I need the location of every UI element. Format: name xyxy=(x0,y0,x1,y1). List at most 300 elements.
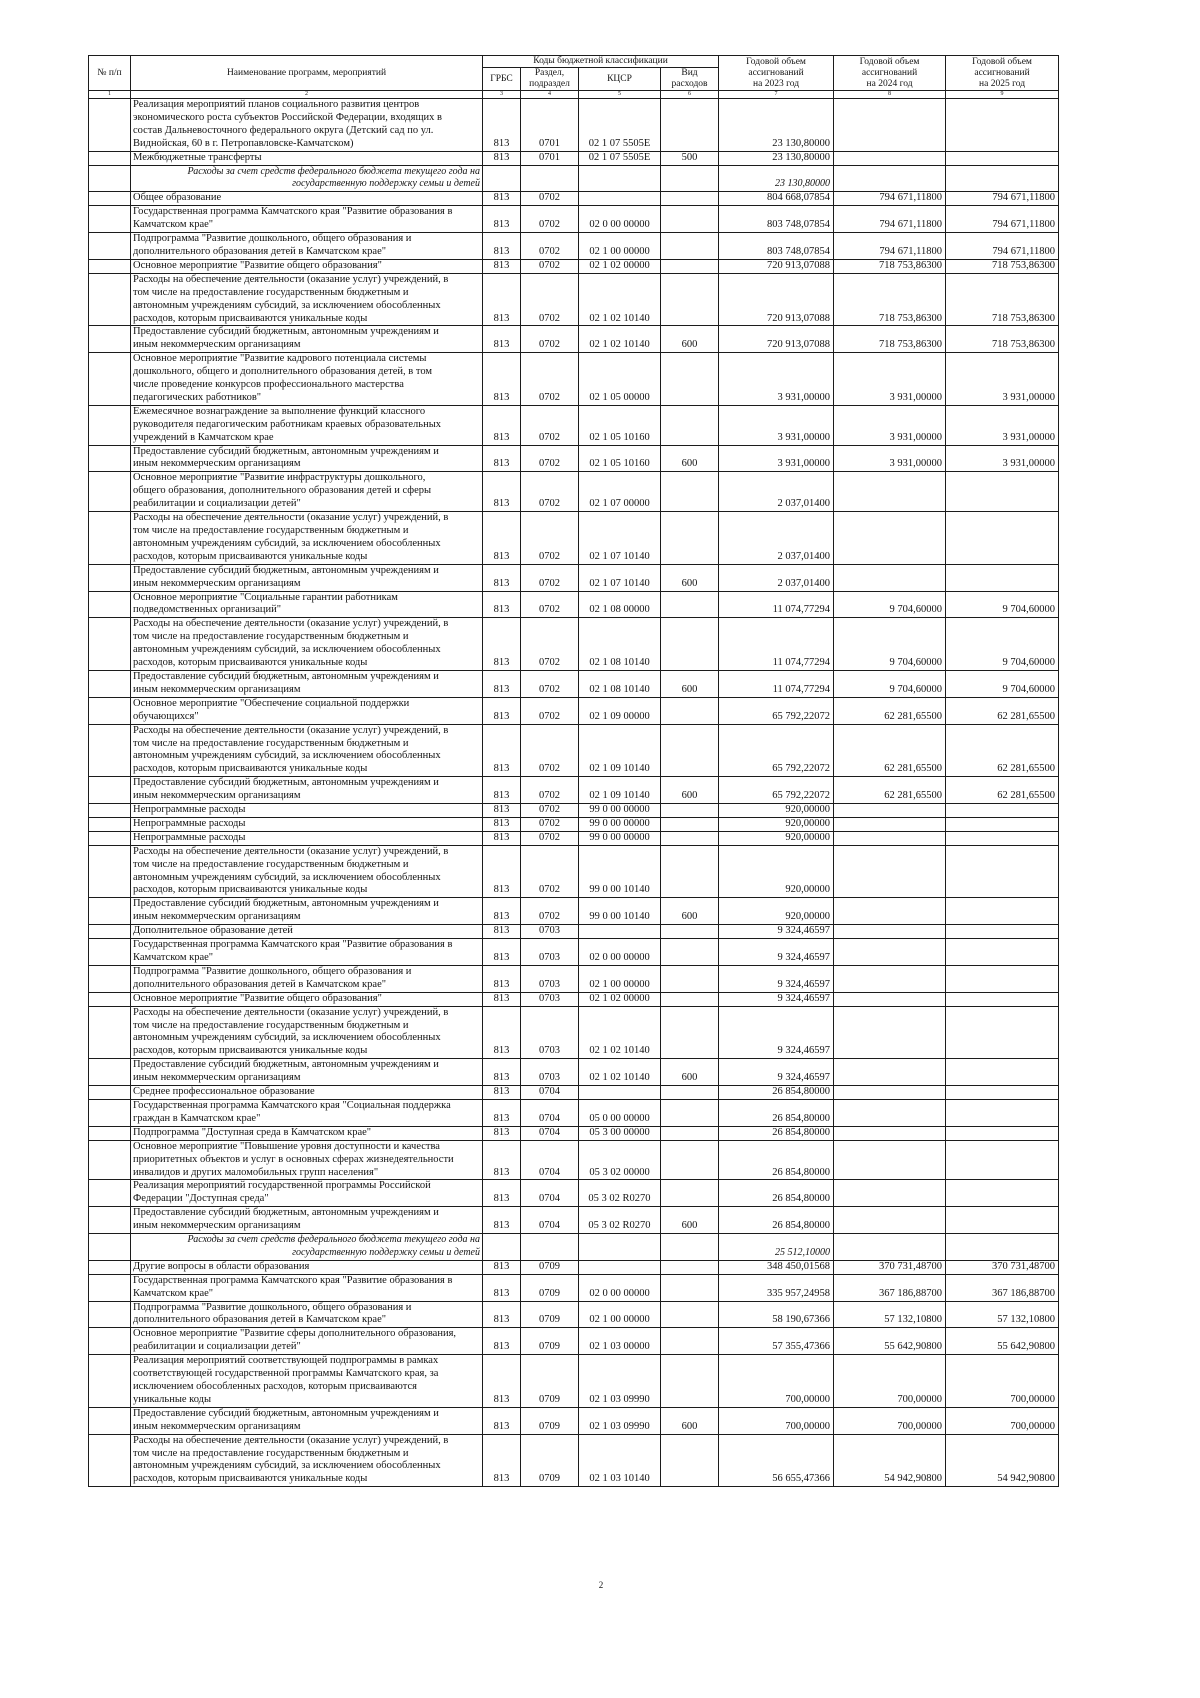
table-row xyxy=(89,259,1059,273)
cell-grbs: 813 xyxy=(483,1434,521,1487)
cell-num xyxy=(89,1059,131,1086)
cell-grbs: 813 xyxy=(483,1260,521,1274)
cell-y2025: 3 931,00000 xyxy=(946,353,1059,406)
cell-name: Непрограммные расходы xyxy=(131,831,483,845)
cell-vid xyxy=(661,405,719,445)
cell-kcsr: 02 0 00 00000 xyxy=(579,939,661,966)
cell-razdel: 0709 xyxy=(521,1274,579,1301)
cell-razdel: 0704 xyxy=(521,1126,579,1140)
cell-y2023: 25 512,10000 xyxy=(719,1234,834,1261)
cell-kcsr: 02 1 00 00000 xyxy=(579,1301,661,1328)
cell-grbs: 813 xyxy=(483,151,521,165)
cell-kcsr: 05 3 02 00000 xyxy=(579,1140,661,1180)
cell-name: Предоставление субсидий бюджетным, автономным учреждениям и иным некоммерческим организациям xyxy=(131,326,483,353)
cell-razdel: 0703 xyxy=(521,965,579,992)
cell-razdel: 0704 xyxy=(521,1086,579,1100)
cell-y2025: 700,00000 xyxy=(946,1355,1059,1408)
cell-kcsr: 02 1 02 10140 xyxy=(579,1059,661,1086)
cell-vid xyxy=(661,618,719,671)
cell-y2023: 9 324,46597 xyxy=(719,965,834,992)
cell-kcsr: 02 0 00 00000 xyxy=(579,206,661,233)
cell-vid xyxy=(661,724,719,777)
column-number: 6 xyxy=(661,91,719,99)
cell-y2023: 9 324,46597 xyxy=(719,939,834,966)
header-2024: Годовой объем ассигнований на 2024 год xyxy=(834,56,946,91)
cell-y2025 xyxy=(946,1234,1059,1261)
table-row xyxy=(89,1180,1059,1207)
cell-grbs: 813 xyxy=(483,1126,521,1140)
cell-razdel: 0703 xyxy=(521,992,579,1006)
cell-num xyxy=(89,472,131,512)
table-row xyxy=(89,670,1059,697)
table-body xyxy=(89,99,1059,1487)
cell-y2024 xyxy=(834,845,946,898)
cell-kcsr: 02 1 07 00000 xyxy=(579,472,661,512)
cell-grbs: 813 xyxy=(483,259,521,273)
cell-razdel: 0709 xyxy=(521,1328,579,1355)
cell-y2025: 62 281,65500 xyxy=(946,697,1059,724)
cell-num xyxy=(89,1434,131,1487)
cell-y2024: 700,00000 xyxy=(834,1355,946,1408)
cell-y2023: 9 324,46597 xyxy=(719,1059,834,1086)
cell-razdel: 0702 xyxy=(521,618,579,671)
cell-num xyxy=(89,1407,131,1434)
table-row xyxy=(89,151,1059,165)
cell-razdel: 0702 xyxy=(521,512,579,565)
table-row xyxy=(89,512,1059,565)
cell-razdel: 0702 xyxy=(521,259,579,273)
cell-razdel: 0704 xyxy=(521,1207,579,1234)
column-number: 9 xyxy=(946,91,1059,99)
cell-y2025 xyxy=(946,845,1059,898)
cell-razdel: 0702 xyxy=(521,326,579,353)
cell-name: Основное мероприятие "Развитие инфраструктуры дошкольного, общего образования, дополнительного образования детей и сферы реабилитации и социализации детей" xyxy=(131,472,483,512)
cell-y2023: 3 931,00000 xyxy=(719,405,834,445)
cell-num xyxy=(89,1355,131,1408)
cell-y2023: 720 913,07088 xyxy=(719,273,834,326)
cell-kcsr: 02 1 02 10140 xyxy=(579,326,661,353)
cell-kcsr: 05 0 00 00000 xyxy=(579,1099,661,1126)
cell-kcsr: 99 0 00 00000 xyxy=(579,817,661,831)
table-row xyxy=(89,1234,1059,1261)
cell-grbs: 813 xyxy=(483,898,521,925)
cell-grbs: 813 xyxy=(483,965,521,992)
cell-y2023: 9 324,46597 xyxy=(719,992,834,1006)
cell-grbs: 813 xyxy=(483,353,521,406)
table-row xyxy=(89,1059,1059,1086)
cell-y2023: 3 931,00000 xyxy=(719,445,834,472)
cell-y2025 xyxy=(946,1140,1059,1180)
cell-vid xyxy=(661,845,719,898)
table-row xyxy=(89,965,1059,992)
cell-y2025: 3 931,00000 xyxy=(946,445,1059,472)
column-number: 2 xyxy=(131,91,483,99)
cell-razdel: 0702 xyxy=(521,405,579,445)
cell-y2025: 718 753,86300 xyxy=(946,326,1059,353)
table-row xyxy=(89,1006,1059,1059)
cell-y2023: 23 130,80000 xyxy=(719,165,834,192)
cell-kcsr: 02 0 00 00000 xyxy=(579,1274,661,1301)
cell-kcsr: 02 1 00 00000 xyxy=(579,965,661,992)
cell-razdel: 0702 xyxy=(521,206,579,233)
cell-kcsr: 02 1 08 00000 xyxy=(579,591,661,618)
cell-razdel: 0702 xyxy=(521,233,579,260)
table-row xyxy=(89,165,1059,192)
cell-y2023: 2 037,01400 xyxy=(719,564,834,591)
cell-kcsr: 02 1 07 5505E xyxy=(579,99,661,152)
column-number-row xyxy=(89,91,1059,99)
cell-y2023: 920,00000 xyxy=(719,845,834,898)
cell-name: Подпрограмма "Развитие дошкольного, общего образования и дополнительного образования детей в Камчатском крае" xyxy=(131,233,483,260)
table-row xyxy=(89,817,1059,831)
cell-kcsr xyxy=(579,1234,661,1261)
cell-razdel: 0709 xyxy=(521,1301,579,1328)
cell-kcsr xyxy=(579,1260,661,1274)
cell-y2024: 718 753,86300 xyxy=(834,273,946,326)
cell-vid xyxy=(661,817,719,831)
cell-razdel: 0702 xyxy=(521,192,579,206)
cell-vid xyxy=(661,206,719,233)
cell-y2023: 23 130,80000 xyxy=(719,99,834,152)
cell-name: Подпрограмма "Доступная среда в Камчатском крае" xyxy=(131,1126,483,1140)
cell-y2025: 62 281,65500 xyxy=(946,724,1059,777)
cell-grbs: 813 xyxy=(483,1099,521,1126)
budget-table xyxy=(88,55,1059,1487)
cell-vid xyxy=(661,1099,719,1126)
table-row xyxy=(89,777,1059,804)
header-kcsr: КЦСР xyxy=(579,68,661,91)
cell-kcsr: 02 1 02 10140 xyxy=(579,1006,661,1059)
cell-kcsr xyxy=(579,192,661,206)
cell-y2023: 348 450,01568 xyxy=(719,1260,834,1274)
cell-y2023: 720 913,07088 xyxy=(719,326,834,353)
cell-y2024 xyxy=(834,939,946,966)
cell-num xyxy=(89,1260,131,1274)
cell-y2025: 718 753,86300 xyxy=(946,259,1059,273)
cell-razdel: 0704 xyxy=(521,1140,579,1180)
cell-grbs: 813 xyxy=(483,1207,521,1234)
cell-y2025: 367 186,88700 xyxy=(946,1274,1059,1301)
cell-num xyxy=(89,326,131,353)
cell-name: Предоставление субсидий бюджетным, автономным учреждениям и иным некоммерческим организациям xyxy=(131,1407,483,1434)
cell-vid xyxy=(661,804,719,818)
table-row xyxy=(89,724,1059,777)
cell-y2023: 58 190,67366 xyxy=(719,1301,834,1328)
cell-grbs: 813 xyxy=(483,724,521,777)
cell-kcsr: 02 1 02 10140 xyxy=(579,273,661,326)
cell-y2024: 55 642,90800 xyxy=(834,1328,946,1355)
cell-grbs: 813 xyxy=(483,591,521,618)
cell-grbs: 813 xyxy=(483,831,521,845)
cell-y2024 xyxy=(834,1059,946,1086)
cell-name: Расходы на обеспечение деятельности (оказание услуг) учреждений, в том числе на предоставление государственным бюджетным и автономным учреждениям субсидий, за исключением обособленных расходов, которым присваиваются уникальные коды xyxy=(131,618,483,671)
cell-y2023: 26 854,80000 xyxy=(719,1126,834,1140)
cell-y2024 xyxy=(834,965,946,992)
cell-y2024 xyxy=(834,1180,946,1207)
cell-razdel: 0702 xyxy=(521,804,579,818)
cell-razdel: 0702 xyxy=(521,898,579,925)
cell-num xyxy=(89,697,131,724)
cell-kcsr xyxy=(579,165,661,192)
cell-vid xyxy=(661,192,719,206)
cell-y2025: 57 132,10800 xyxy=(946,1301,1059,1328)
cell-vid: 600 xyxy=(661,445,719,472)
cell-y2024 xyxy=(834,1126,946,1140)
cell-num xyxy=(89,831,131,845)
cell-num xyxy=(89,1086,131,1100)
cell-y2025 xyxy=(946,1086,1059,1100)
table-row xyxy=(89,804,1059,818)
cell-num xyxy=(89,670,131,697)
cell-num xyxy=(89,925,131,939)
cell-num xyxy=(89,259,131,273)
cell-vid: 600 xyxy=(661,898,719,925)
cell-name: Основное мероприятие "Развитие кадрового потенциала системы дошкольного, общего и дополнительного образования детей, в том числе проведение конкурсов профессионального мастерства педагогических работников" xyxy=(131,353,483,406)
table-row xyxy=(89,1274,1059,1301)
cell-vid xyxy=(661,697,719,724)
cell-num xyxy=(89,1140,131,1180)
cell-kcsr: 02 1 07 5505E xyxy=(579,151,661,165)
cell-y2024: 370 731,48700 xyxy=(834,1260,946,1274)
cell-y2023: 11 074,77294 xyxy=(719,670,834,697)
cell-y2025 xyxy=(946,472,1059,512)
cell-grbs: 813 xyxy=(483,1274,521,1301)
cell-kcsr: 99 0 00 10140 xyxy=(579,898,661,925)
cell-y2023: 700,00000 xyxy=(719,1407,834,1434)
cell-razdel: 0704 xyxy=(521,1099,579,1126)
table-row xyxy=(89,1207,1059,1234)
cell-razdel: 0702 xyxy=(521,353,579,406)
table-row xyxy=(89,1126,1059,1140)
cell-y2025: 718 753,86300 xyxy=(946,273,1059,326)
cell-grbs: 813 xyxy=(483,1301,521,1328)
cell-kcsr: 02 1 08 10140 xyxy=(579,670,661,697)
cell-y2025: 9 704,60000 xyxy=(946,591,1059,618)
cell-num xyxy=(89,965,131,992)
cell-y2024: 718 753,86300 xyxy=(834,326,946,353)
cell-y2025: 3 931,00000 xyxy=(946,405,1059,445)
cell-kcsr: 02 1 03 10140 xyxy=(579,1434,661,1487)
cell-razdel: 0701 xyxy=(521,99,579,152)
cell-num xyxy=(89,1126,131,1140)
cell-num xyxy=(89,817,131,831)
cell-vid xyxy=(661,273,719,326)
cell-y2023: 804 668,07854 xyxy=(719,192,834,206)
header-num: № п/п xyxy=(89,56,131,91)
cell-y2025: 9 704,60000 xyxy=(946,618,1059,671)
column-number: 5 xyxy=(579,91,661,99)
cell-y2023: 920,00000 xyxy=(719,831,834,845)
cell-y2024: 718 753,86300 xyxy=(834,259,946,273)
cell-grbs: 813 xyxy=(483,99,521,152)
cell-name: Расходы на обеспечение деятельности (оказание услуг) учреждений, в том числе на предоставление государственным бюджетным и автономным учреждениям субсидий, за исключением обособленных расходов, которым присваиваются уникальные коды xyxy=(131,273,483,326)
cell-razdel xyxy=(521,165,579,192)
cell-vid xyxy=(661,233,719,260)
cell-y2024 xyxy=(834,472,946,512)
cell-kcsr: 02 1 00 00000 xyxy=(579,233,661,260)
cell-y2023: 26 854,80000 xyxy=(719,1207,834,1234)
cell-name: Реализация мероприятий государственной программы Российской Федерации "Доступная среда" xyxy=(131,1180,483,1207)
cell-kcsr: 02 1 05 10160 xyxy=(579,445,661,472)
cell-name: Непрограммные расходы xyxy=(131,817,483,831)
cell-num xyxy=(89,233,131,260)
cell-vid xyxy=(661,1234,719,1261)
cell-y2025 xyxy=(946,831,1059,845)
cell-num xyxy=(89,564,131,591)
cell-y2025: 55 642,90800 xyxy=(946,1328,1059,1355)
cell-y2023: 920,00000 xyxy=(719,898,834,925)
cell-y2024 xyxy=(834,512,946,565)
cell-vid xyxy=(661,1328,719,1355)
cell-grbs: 813 xyxy=(483,1086,521,1100)
cell-num xyxy=(89,845,131,898)
cell-name: Непрограммные расходы xyxy=(131,804,483,818)
cell-vid xyxy=(661,831,719,845)
cell-y2025 xyxy=(946,1099,1059,1126)
cell-y2025 xyxy=(946,898,1059,925)
cell-grbs: 813 xyxy=(483,445,521,472)
cell-num xyxy=(89,992,131,1006)
cell-y2024: 57 132,10800 xyxy=(834,1301,946,1328)
cell-num xyxy=(89,898,131,925)
cell-y2023: 57 355,47366 xyxy=(719,1328,834,1355)
cell-kcsr: 05 3 00 00000 xyxy=(579,1126,661,1140)
header-grbs: ГРБС xyxy=(483,68,521,91)
cell-kcsr: 99 0 00 00000 xyxy=(579,831,661,845)
cell-y2025: 370 731,48700 xyxy=(946,1260,1059,1274)
table-row xyxy=(89,472,1059,512)
cell-kcsr: 02 1 02 00000 xyxy=(579,992,661,1006)
cell-y2024: 794 671,11800 xyxy=(834,233,946,260)
cell-vid: 600 xyxy=(661,326,719,353)
cell-razdel: 0709 xyxy=(521,1355,579,1408)
cell-kcsr: 02 1 09 00000 xyxy=(579,697,661,724)
cell-grbs: 813 xyxy=(483,697,521,724)
cell-y2025 xyxy=(946,512,1059,565)
cell-vid: 600 xyxy=(661,564,719,591)
cell-razdel: 0703 xyxy=(521,925,579,939)
column-number: 1 xyxy=(89,91,131,99)
cell-y2024: 367 186,88700 xyxy=(834,1274,946,1301)
cell-y2023: 56 655,47366 xyxy=(719,1434,834,1487)
cell-y2024: 794 671,11800 xyxy=(834,192,946,206)
cell-name: Расходы за счет средств федерального бюджета текущего года на государственную поддержку семьи и детей xyxy=(131,1234,483,1261)
cell-vid xyxy=(661,1274,719,1301)
cell-vid xyxy=(661,1006,719,1059)
cell-vid xyxy=(661,1180,719,1207)
cell-num xyxy=(89,273,131,326)
cell-name: Расходы на обеспечение деятельности (оказание услуг) учреждений, в том числе на предоставление государственным бюджетным и автономным учреждениям субсидий, за исключением обособленных расходов, которым присваиваются уникальные коды xyxy=(131,1006,483,1059)
cell-y2023: 335 957,24958 xyxy=(719,1274,834,1301)
cell-y2025: 794 671,11800 xyxy=(946,233,1059,260)
table-row xyxy=(89,1407,1059,1434)
cell-grbs xyxy=(483,1234,521,1261)
cell-name: Предоставление субсидий бюджетным, автономным учреждениям и иным некоммерческим организациям xyxy=(131,564,483,591)
cell-y2025 xyxy=(946,804,1059,818)
cell-kcsr: 99 0 00 10140 xyxy=(579,845,661,898)
cell-grbs: 813 xyxy=(483,777,521,804)
cell-num xyxy=(89,445,131,472)
cell-name: Основное мероприятие "Социальные гарантии работникам подведомственных организаций" xyxy=(131,591,483,618)
cell-vid xyxy=(661,1301,719,1328)
cell-vid xyxy=(661,165,719,192)
cell-razdel: 0702 xyxy=(521,724,579,777)
cell-num xyxy=(89,353,131,406)
cell-grbs: 813 xyxy=(483,1180,521,1207)
cell-grbs: 813 xyxy=(483,273,521,326)
cell-y2023: 720 913,07088 xyxy=(719,259,834,273)
cell-name: Расходы на обеспечение деятельности (оказание услуг) учреждений, в том числе на предоставление государственным бюджетным и автономным учреждениям субсидий, за исключением обособленных расходов, которым присваиваются уникальные коды xyxy=(131,845,483,898)
cell-y2024: 9 704,60000 xyxy=(834,618,946,671)
cell-num xyxy=(89,405,131,445)
cell-y2025 xyxy=(946,564,1059,591)
cell-y2023: 65 792,22072 xyxy=(719,724,834,777)
cell-vid xyxy=(661,925,719,939)
cell-grbs: 813 xyxy=(483,206,521,233)
cell-razdel: 0709 xyxy=(521,1434,579,1487)
table-row xyxy=(89,405,1059,445)
cell-y2024: 700,00000 xyxy=(834,1407,946,1434)
cell-y2025: 700,00000 xyxy=(946,1407,1059,1434)
cell-kcsr: 02 1 03 09990 xyxy=(579,1355,661,1408)
cell-vid: 600 xyxy=(661,1207,719,1234)
cell-grbs: 813 xyxy=(483,939,521,966)
header-row xyxy=(89,56,1059,68)
cell-name: Государственная программа Камчатского края "Развитие образования в Камчатском крае" xyxy=(131,1274,483,1301)
table-row xyxy=(89,564,1059,591)
column-number: 4 xyxy=(521,91,579,99)
cell-num xyxy=(89,1180,131,1207)
table-row xyxy=(89,1260,1059,1274)
cell-y2025 xyxy=(946,1006,1059,1059)
cell-razdel: 0701 xyxy=(521,151,579,165)
cell-y2024: 3 931,00000 xyxy=(834,405,946,445)
cell-kcsr xyxy=(579,925,661,939)
cell-y2023: 700,00000 xyxy=(719,1355,834,1408)
cell-name: Предоставление субсидий бюджетным, автономным учреждениям и иным некоммерческим организациям xyxy=(131,1207,483,1234)
cell-y2023: 26 854,80000 xyxy=(719,1180,834,1207)
cell-y2025: 9 704,60000 xyxy=(946,670,1059,697)
cell-razdel: 0702 xyxy=(521,564,579,591)
cell-razdel: 0702 xyxy=(521,670,579,697)
cell-y2024 xyxy=(834,564,946,591)
cell-num xyxy=(89,1006,131,1059)
cell-kcsr: 02 1 07 10140 xyxy=(579,512,661,565)
table-row xyxy=(89,192,1059,206)
cell-y2024: 62 281,65500 xyxy=(834,777,946,804)
page-number: 2 xyxy=(598,1580,604,1590)
column-number: 8 xyxy=(834,91,946,99)
cell-num xyxy=(89,591,131,618)
cell-y2025 xyxy=(946,1126,1059,1140)
cell-razdel: 0702 xyxy=(521,777,579,804)
cell-y2023: 920,00000 xyxy=(719,817,834,831)
cell-razdel: 0703 xyxy=(521,1059,579,1086)
cell-y2024 xyxy=(834,99,946,152)
cell-y2023: 26 854,80000 xyxy=(719,1086,834,1100)
cell-grbs: 813 xyxy=(483,405,521,445)
table-row xyxy=(89,1434,1059,1487)
cell-razdel: 0703 xyxy=(521,1006,579,1059)
cell-razdel: 0702 xyxy=(521,591,579,618)
cell-y2025: 54 942,90800 xyxy=(946,1434,1059,1487)
cell-grbs: 813 xyxy=(483,1355,521,1408)
cell-name: Подпрограмма "Развитие дошкольного, общего образования и дополнительного образования детей в Камчатском крае" xyxy=(131,965,483,992)
cell-razdel xyxy=(521,1234,579,1261)
cell-name: Предоставление субсидий бюджетным, автономным учреждениям и иным некоммерческим организациям xyxy=(131,898,483,925)
cell-razdel: 0702 xyxy=(521,817,579,831)
cell-y2024 xyxy=(834,1006,946,1059)
